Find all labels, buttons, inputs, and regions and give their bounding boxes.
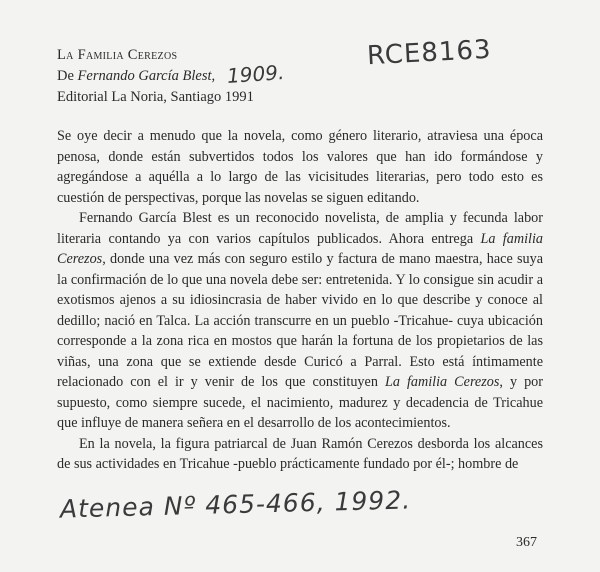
handwritten-reference: Atenea Nº 465-466, 1992. xyxy=(59,485,412,524)
paragraph-2-part-b: , donde una vez más con seguro estilo y factura de mano maestra, hace suya la confirmación de lo que una novela debe ser: entretenida. Y lo consigue sin acudir a exotismos ajenos a su idiosincrasia de haber vivido en lo que describe y conoce al dedillo; nació en Talca. La acción transcurre en un pueblo -Tricahue- cuya ubicación corresponde a la zona rica en mostos que harán la fortuna de los propietarios de las viñas, una zona que se extiende desde Curicó a Parral. Esto está íntimamente relacionado con el ir y venir de los que constituyen xyxy=(57,251,543,390)
byline-prefix: De xyxy=(57,68,78,84)
review-body xyxy=(57,126,543,475)
book-title-inline: La familia Cerezos xyxy=(57,230,544,267)
paragraph-2-part-c: , y por supuesto, como siempre sucede, el nacimiento, madurez y decadencia de Tricahue que influye de manera señera en el desarrollo de los acontecimientos. xyxy=(57,374,543,431)
book-publisher: Editorial La Noria, Santiago 1991 xyxy=(57,89,254,105)
page-number: 367 xyxy=(516,535,537,550)
paragraph-3: En la novela, la figura patriarcal de Juan Ramón Cerezos desborda los alcances de sus actividades en Tricahue -pueblo prácticamente fundado por él-; hombre de xyxy=(57,435,543,472)
book-author: Fernando García Blest, xyxy=(77,68,216,84)
book-title: La Familia Cerezos xyxy=(57,47,178,63)
book-title-inline-2: La familia Cerezos xyxy=(384,374,500,390)
handwritten-year: 1909. xyxy=(226,60,286,88)
paragraph-1: Se oye decir a menudo que la novela, como género literario, atraviesa una época penosa, donde están subvertidos todos los valores que han ido formándose y agregándose a aquélla a lo largo de las vicisitudes literarias, pero todo esto es cuestión de perspectivas, porque las novelas se siguen editando. xyxy=(57,128,543,206)
paragraph-2 xyxy=(57,208,543,434)
review-header xyxy=(57,45,357,108)
book-byline xyxy=(57,66,357,87)
handwritten-catalog-code: RCE8163 xyxy=(366,34,493,72)
paragraph-2-part-a: Fernando García Blest es un reconocido novelista, de amplia y fecunda labor literaria contando ya con varios capítulos publicados. Ahora entrega xyxy=(57,210,543,247)
